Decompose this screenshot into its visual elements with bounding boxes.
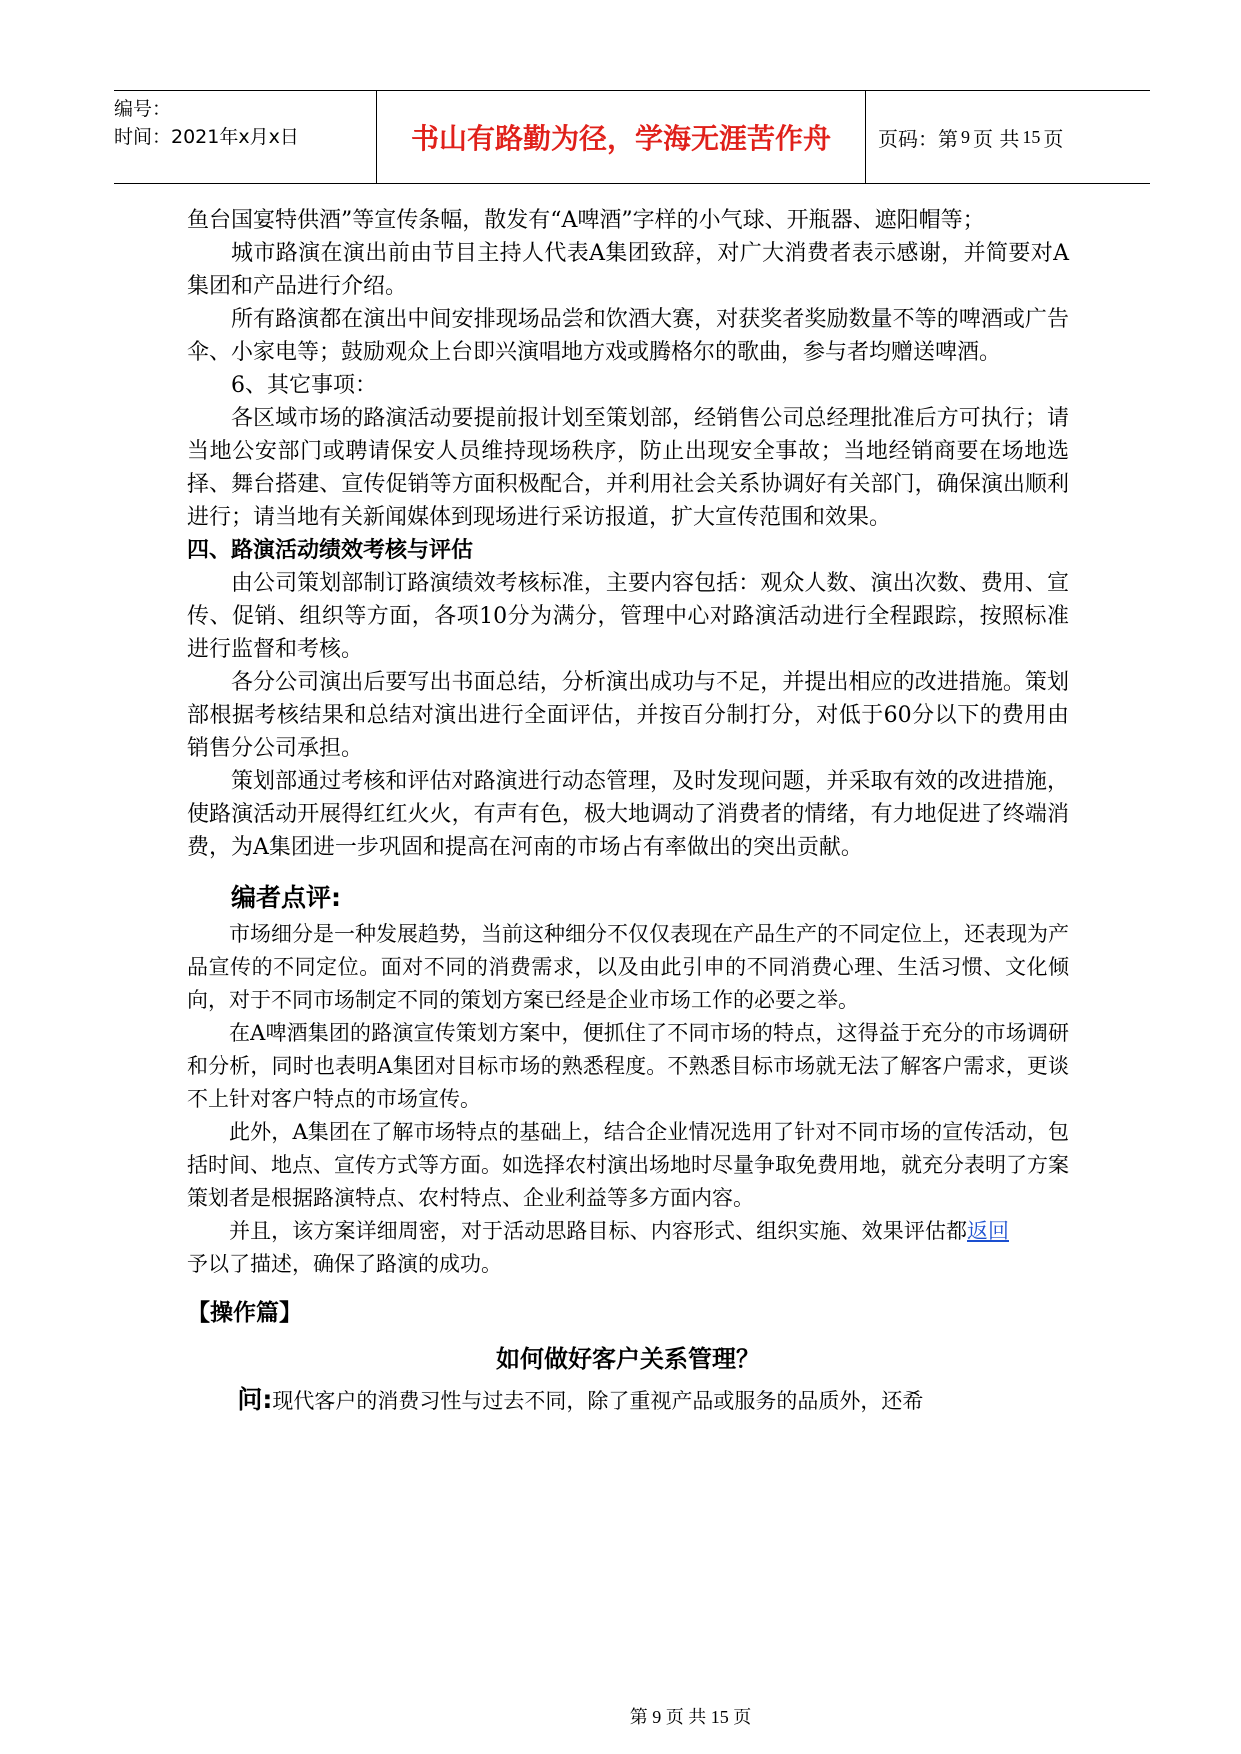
header-meta-cell — [114, 91, 376, 183]
question-paragraph — [187, 1383, 1069, 1418]
review-paragraph: 并且，该方案详细周密，对于活动思路目标、内容形式、组织实施、效果评估都予以了描述，确保了路演的成功。 — [187, 1219, 967, 1276]
question-text: 现代客户的消费习性与过去不同，除了重视产品或服务的品质外，还希 — [272, 1389, 924, 1413]
review-paragraph: 市场细分是一种发展趋势，当前这种细分不仅仅表现在产品生产的不同定位上，还表现为产品宣传的不同定位。面对不同的消费需求，以及由此引申的不同消费心理、生活习惯、文化倾向，对于不同市场制定不同的策划方案已经是企业市场工作的必要之举。 — [187, 922, 1069, 1012]
header-motto-cell — [376, 91, 866, 183]
page-footer: 第 9 页 共 15 页 — [629, 1707, 752, 1727]
article-title: 如何做好客户关系管理？ — [496, 1345, 760, 1373]
question-label: 问: — [237, 1385, 273, 1414]
page-prefix: 页码：第 — [878, 126, 958, 151]
page-suffix: 页 — [1043, 126, 1064, 151]
body-paragraph: 由公司策划部制订路演绩效考核标准，主要内容包括：观众人数、演出次数、费用、宣传、促销、组织等方面，各项10分为满分，管理中心对路演活动进行全程跟踪，按照标准进行监督和考核。 — [187, 571, 1069, 662]
page-total: 15 — [1022, 126, 1041, 147]
document-number-label: 编号： — [114, 98, 172, 120]
body-paragraph: 各区域市场的路演活动要提前报计划至策划部，经销售公司总经理批准后方可执行；请当地公安部门或聘请保安人员维持现场秩序，防止出现安全事故；当地经销商要在场地选择、舞台搭建、宣传促销等方面积极配合，并利用社会关系协调好有关部门，确保演出顺利进行；请当地有关新闻媒体到现场进行采访报道，扩大宣传范围和效果。 — [187, 406, 1069, 530]
section-heading: 四、路演活动绩效考核与评估 — [187, 538, 474, 563]
review-paragraph: 在A啤酒集团的路演宣传策划方案中，便抓住了不同市场的特点，这得益于充分的市场调研和分析，同时也表明A集团对目标市场的熟悉程度。不熟悉目标市场就无法了解客户需求，更谈不上针对客户特点的市场宣传。 — [187, 1021, 1069, 1111]
page-content — [187, 204, 1069, 1418]
body-paragraph: 6、其它事项： — [231, 373, 377, 398]
back-link[interactable]: 返回 — [967, 1219, 1009, 1243]
review-last-row — [187, 1215, 1069, 1281]
body-paragraph: 城市路演在演出前由节目主持人代表A集团致辞，对广大消费者表示感谢，并简要对A集团和产品进行介绍。 — [187, 241, 1069, 299]
header-motto: 书山有路勤为径，学海无涯苦作舟 — [410, 122, 831, 155]
page-mid: 页 共 — [973, 126, 1020, 151]
section-tag: 【操作篇】 — [187, 1300, 302, 1326]
header-table — [114, 90, 1150, 184]
review-title: 编者点评: — [231, 883, 341, 912]
document-time-label: 时间：2021年x月x日 — [114, 126, 299, 148]
body-paragraph: 策划部通过考核和评估对路演进行动态管理，及时发现问题，并采取有效的改进措施，使路演活动开展得红红火火，有声有色，极大地调动了消费者的情绪，有力地促进了终端消费，为A集团进一步巩固和提高在河南的市场占有率做出的突出贡献。 — [187, 769, 1069, 860]
body-paragraph: 所有路演都在演出中间安排现场品尝和饮酒大赛，对获奖者奖励数量不等的啤酒或广告伞、小家电等；鼓励观众上台即兴演唱地方戏或腾格尔的歌曲，参与者均赠送啤酒。 — [187, 307, 1069, 365]
review-paragraph: 此外，A集团在了解市场特点的基础上，结合企业情况选用了针对不同市场的宣传活动，包括时间、地点、宣传方式等方面。如选择农村演出场地时尽量争取免费用地，就充分表明了方案策划者是根据路演特点、农村特点、企业利益等多方面内容。 — [187, 1120, 1069, 1210]
page-current: 9 — [961, 126, 970, 147]
body-paragraph: 各分公司演出后要写出书面总结，分析演出成功与不足，并提出相应的改进措施。策划部根据考核结果和总结对演出进行全面评估，并按百分制打分，对低于60分以下的费用由销售分公司承担。 — [187, 670, 1069, 761]
header-page-cell — [866, 91, 1150, 183]
body-paragraph: 鱼台国宴特供酒”等宣传条幅，散发有“A啤酒”字样的小气球、开瓶器、遮阳帽等； — [187, 208, 985, 233]
